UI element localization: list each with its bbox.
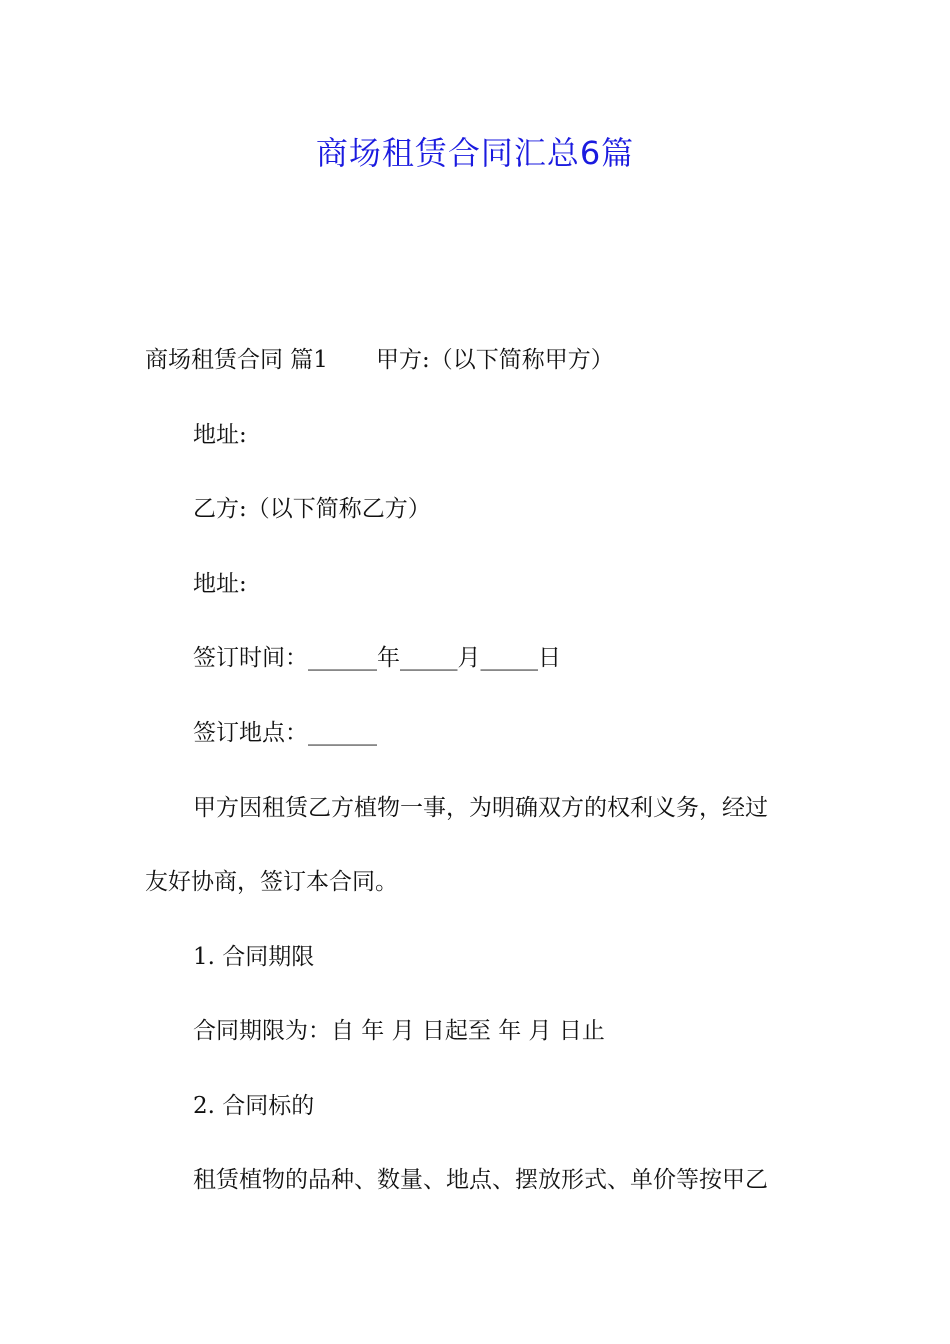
clause2-body: 租赁植物的品种、数量、地点、摆放形式、单价等按甲乙: [193, 1167, 768, 1193]
sign-place-line: 签订地点：______: [193, 720, 377, 746]
party-b-line: 乙方:（以下简称乙方）: [193, 496, 431, 522]
first-line: [145, 345, 614, 375]
address-b-line: 地址:: [193, 571, 247, 597]
intro-paragraph-line2: 友好协商，签订本合同。: [145, 869, 398, 895]
party-a-line: 甲方:（以下简称甲方）: [375, 347, 614, 373]
sign-time-line: 签订时间：______年_____月_____日: [193, 645, 561, 671]
clause1-title: 1. 合同期限: [193, 944, 315, 970]
clause2-title: 2. 合同标的: [193, 1093, 315, 1119]
clause1-body: 合同期限为：自 年 月 日起至 年 月 日止: [193, 1018, 605, 1044]
document-title: 商场租赁合同汇总6篇: [315, 134, 635, 172]
intro-paragraph-line1: 甲方因租赁乙方植物一事，为明确双方的权利义务，经过: [193, 795, 768, 821]
address-a-line: 地址:: [193, 422, 247, 448]
section-heading: 商场租赁合同 篇1: [145, 347, 328, 373]
